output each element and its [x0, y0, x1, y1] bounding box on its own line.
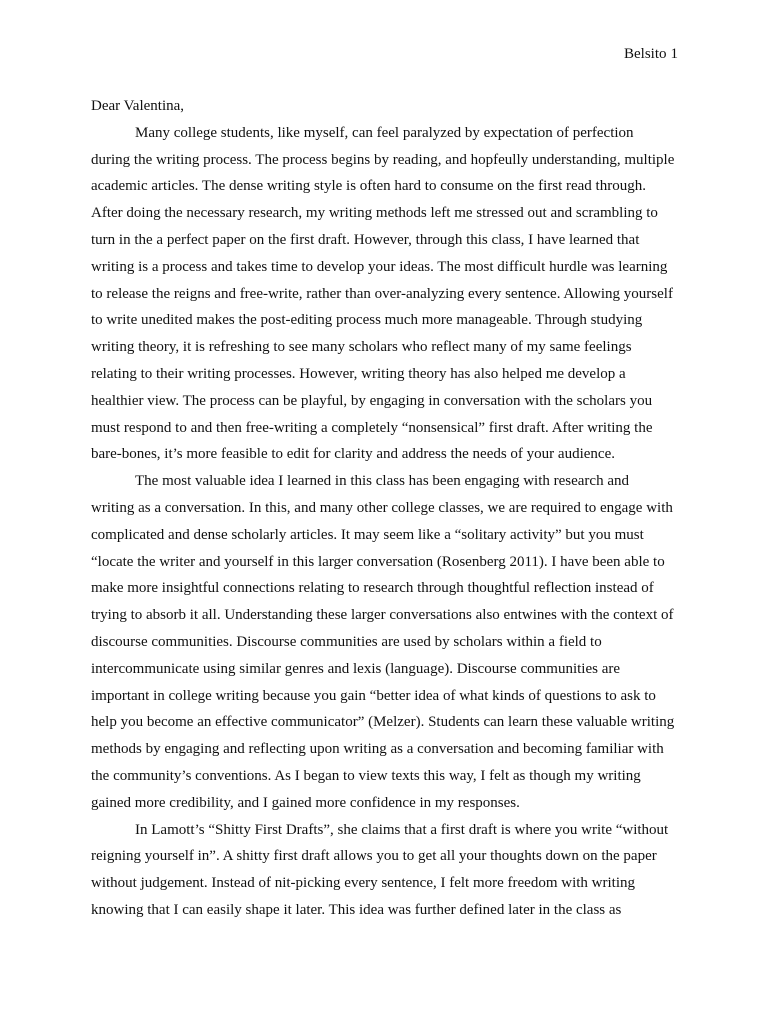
paragraph-1: [91, 120, 691, 468]
text-line: relating to their writing processes. However, writing theory has also helped me develop a: [91, 365, 626, 382]
text-line: “locate the writer and yourself in this larger conversation (Rosenberg 2011). I have been able to: [91, 553, 665, 570]
text-line: writing theory, it is refreshing to see many scholars who reflect many of my same feelings: [91, 339, 632, 356]
text-line: to write unedited makes the post-editing process much more manageable. Through studying: [91, 312, 643, 329]
text-line: writing is a process and takes time to develop your ideas. The most difficult hurdle was learning: [91, 258, 668, 275]
running-header: [624, 44, 678, 64]
text-line: The most valuable idea I learned in this class has been engaging with research and: [135, 473, 629, 490]
text-line: writing as a conversation. In this, and many other college classes, we are required to engage with: [91, 499, 673, 516]
paragraph-2: [91, 468, 691, 816]
text-line: must respond to and then free-writing a completely “nonsensical” first draft. After writing the: [91, 419, 653, 436]
text-line: turn in the a perfect paper on the first draft. However, through this class, I have learned that: [91, 231, 640, 248]
text-line: trying to absorb it all. Understanding these larger conversations also entwines with the context of: [91, 607, 674, 624]
header-author: Belsito: [623, 46, 667, 62]
text-line: make more insightful connections relating to research through thoughtful reflection instead of: [91, 580, 654, 597]
text-line: discourse communities. Discourse communities are used by scholars within a field to: [91, 633, 602, 650]
text-line: important in college writing because you gain “better idea of what kinds of questions to ask to: [91, 687, 656, 704]
text-line: complicated and dense scholarly articles. It may seem like a “solitary activity” but you must: [91, 526, 644, 543]
text-line: without judgement. Instead of nit-picking every sentence, I felt more freedom with writing: [91, 875, 636, 892]
text-line: methods by engaging and reflecting upon writing as a conversation and becoming familiar with: [91, 741, 664, 758]
header-page-number: 1: [670, 46, 678, 62]
paragraph-3: [91, 817, 691, 924]
text-line: help you become an effective communicator” (Melzer). Students can learn these valuable writing: [91, 714, 675, 731]
text-line: knowing that I can easily shape it later. This idea was further defined later in the class as: [91, 901, 622, 918]
salutation: Dear Valentina,: [91, 98, 185, 114]
text-line: bare-bones, it’s more feasible to edit for clarity and address the needs of your audience.: [91, 446, 615, 463]
letter-body: [91, 93, 691, 924]
text-line: intercommunicate using similar genres and lexis (language). Discourse communities are: [91, 660, 621, 677]
text-line: to release the reigns and free-write, rather than over-analyzing every sentence. Allowing yourself: [91, 285, 673, 302]
text-line: reigning yourself in”. A shitty first draft allows you to get all your thoughts down on the paper: [91, 848, 657, 865]
text-line: gained more credibility, and I gained more confidence in my responses.: [91, 794, 520, 811]
text-line: After doing the necessary research, my writing methods left me stressed out and scrambling to: [91, 205, 658, 222]
text-line: Many college students, like myself, can feel paralyzed by expectation of perfection: [135, 124, 634, 141]
text-line: healthier view. The process can be playful, by engaging in conversation with the scholars you: [91, 392, 653, 409]
text-line: academic articles. The dense writing style is often hard to consume on the first read through.: [91, 178, 646, 195]
text-line: In Lamott’s “Shitty First Drafts”, she claims that a first draft is where you write “without: [135, 821, 669, 838]
text-line: during the writing process. The process begins by reading, and hopfeully understanding, multiple: [91, 151, 675, 168]
text-line: the community’s conventions. As I began to view texts this way, I felt as though my writing: [91, 767, 641, 784]
